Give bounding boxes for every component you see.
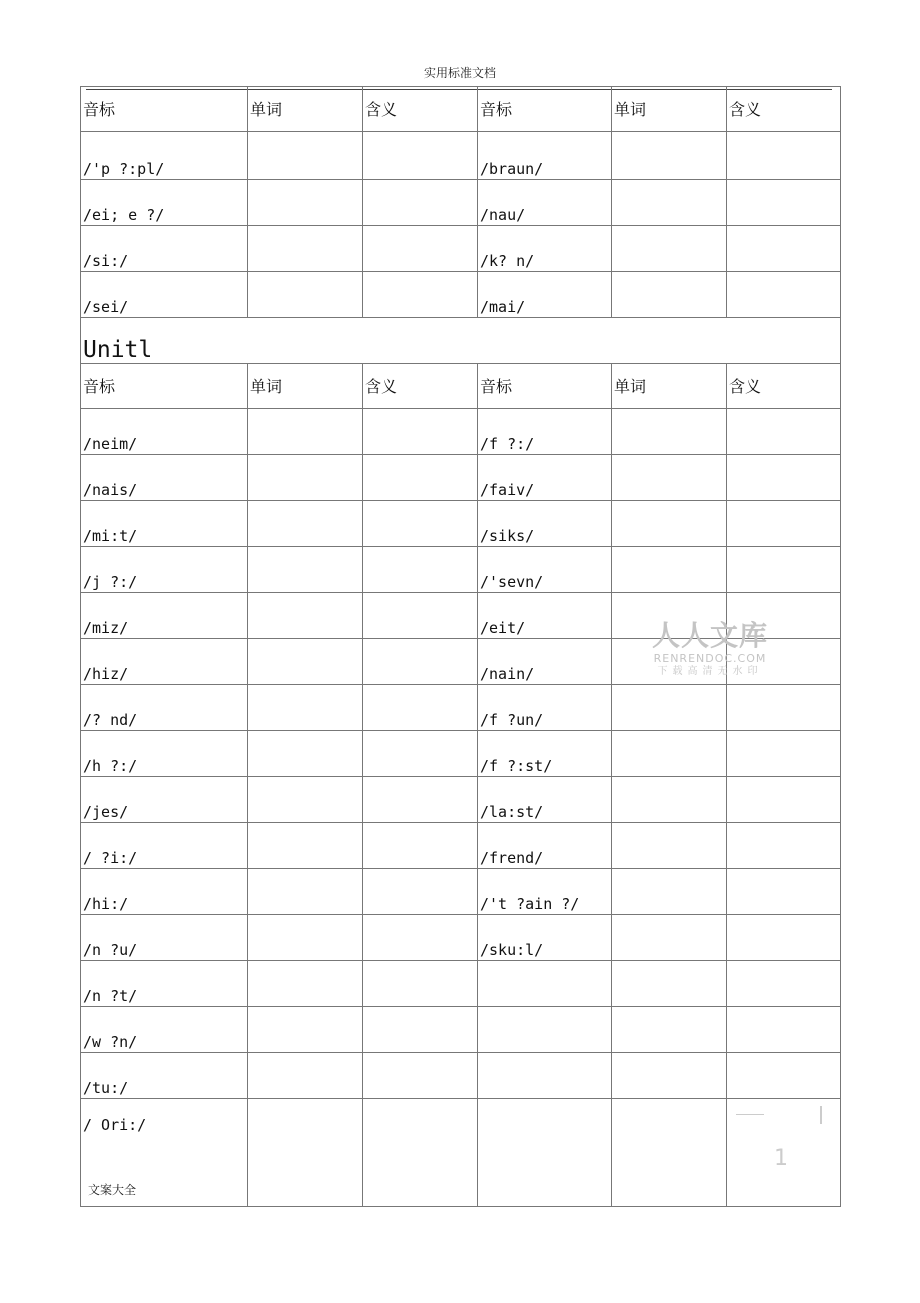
meaning-cell: [727, 685, 841, 731]
meaning-cell: [363, 180, 478, 226]
phonetic-cell: /mai/: [478, 272, 612, 318]
corner-dash: [736, 1114, 764, 1115]
table-row: [81, 501, 841, 547]
column-header: 单词: [612, 364, 727, 409]
table-row: [81, 823, 841, 869]
column-header: 含义: [363, 364, 478, 409]
meaning-cell: [363, 272, 478, 318]
phonetic-cell: [478, 1053, 612, 1099]
meaning-cell: [363, 1099, 478, 1207]
column-header: 含义: [727, 364, 841, 409]
word-cell: [248, 272, 363, 318]
meaning-cell: [727, 777, 841, 823]
table-row: [81, 777, 841, 823]
word-cell: [248, 593, 363, 639]
unit-title: Unitl: [81, 318, 841, 364]
word-cell: [612, 869, 727, 915]
phonetic-cell: /miz/: [81, 593, 248, 639]
meaning-cell: [363, 547, 478, 593]
meaning-cell: [727, 869, 841, 915]
meaning-cell: [363, 685, 478, 731]
phonetic-cell: /f ?un/: [478, 685, 612, 731]
phonetic-cell: /la:st/: [478, 777, 612, 823]
phonetic-cell: /j ?:/: [81, 547, 248, 593]
phonetic-cell: /faiv/: [478, 455, 612, 501]
word-cell: [612, 409, 727, 455]
word-cell: [612, 823, 727, 869]
table-row: [81, 226, 841, 272]
phonetic-cell: /si:/: [81, 226, 248, 272]
phonetic-cell: /braun/: [478, 132, 612, 180]
word-cell: [248, 1053, 363, 1099]
word-cell: [612, 1099, 727, 1207]
meaning-cell: [727, 501, 841, 547]
page-footer-text: 文案大全: [88, 1183, 137, 1197]
meaning-cell: [363, 639, 478, 685]
meaning-cell: [727, 409, 841, 455]
meaning-cell: [727, 823, 841, 869]
word-cell: [248, 132, 363, 180]
table-row: [81, 1053, 841, 1099]
table-row: [81, 915, 841, 961]
phonetic-cell: /f ?:/: [478, 409, 612, 455]
phonetic-cell: /'sevn/: [478, 547, 612, 593]
table-row: [81, 455, 841, 501]
phonetic-cell: /hiz/: [81, 639, 248, 685]
meaning-cell: [727, 731, 841, 777]
meaning-cell: [727, 1053, 841, 1099]
phonetic-cell: /tu:/: [81, 1053, 248, 1099]
word-cell: [248, 501, 363, 547]
phonetic-cell: /n ?t/: [81, 961, 248, 1007]
meaning-cell: [727, 961, 841, 1007]
phonetic-cell: [478, 1007, 612, 1053]
word-cell: [248, 639, 363, 685]
phonetic-cell: /jes/: [81, 777, 248, 823]
word-cell: [248, 1099, 363, 1207]
meaning-cell: [727, 132, 841, 180]
meaning-cell: [727, 547, 841, 593]
word-cell: [612, 226, 727, 272]
corner-mark: 1: [774, 1146, 788, 1171]
phonetic-cell: [478, 961, 612, 1007]
meaning-cell: [363, 132, 478, 180]
meaning-cell: [363, 869, 478, 915]
word-cell: [248, 547, 363, 593]
phonetic-cell: /ei; e ?/: [81, 180, 248, 226]
phonetic-cell: /'p ?:pl/: [81, 132, 248, 180]
table-row: [81, 547, 841, 593]
table-row: [81, 961, 841, 1007]
table-row: [81, 869, 841, 915]
table-row: [81, 685, 841, 731]
meaning-cell: [727, 180, 841, 226]
word-cell: [248, 731, 363, 777]
table-row: [81, 1099, 841, 1207]
meaning-cell: [727, 1007, 841, 1053]
word-cell: [248, 777, 363, 823]
phonetic-cell: /k? n/: [478, 226, 612, 272]
phonetic-cell: / ?i:/: [81, 823, 248, 869]
word-cell: [612, 731, 727, 777]
watermark-cn: 下载高清无水印: [657, 666, 763, 677]
word-cell: [248, 869, 363, 915]
word-cell: [248, 226, 363, 272]
column-header: 含义: [363, 87, 478, 132]
table-row: [81, 132, 841, 180]
column-header: 单词: [612, 87, 727, 132]
meaning-cell: [363, 593, 478, 639]
watermark-main: 人人文库: [651, 619, 768, 652]
phonetic-cell: /sei/: [81, 272, 248, 318]
phonetic-cell: /nais/: [81, 455, 248, 501]
phonetic-cell: /hi:/: [81, 869, 248, 915]
meaning-cell: [363, 823, 478, 869]
word-cell: [612, 777, 727, 823]
word-cell: [248, 409, 363, 455]
word-cell: [248, 915, 363, 961]
meaning-cell: [363, 961, 478, 1007]
meaning-cell: [363, 501, 478, 547]
word-cell: [248, 685, 363, 731]
table-row: [81, 1007, 841, 1053]
word-cell: [612, 501, 727, 547]
word-cell: [612, 1053, 727, 1099]
phonetic-cell: /siks/: [478, 501, 612, 547]
word-cell: [248, 1007, 363, 1053]
phonetic-cell: /frend/: [478, 823, 612, 869]
intro-header-row: [81, 87, 841, 132]
word-cell: [248, 180, 363, 226]
phonetic-cell: /n ?u/: [81, 915, 248, 961]
phonetic-cell: /'t ?ain ?/: [478, 869, 612, 915]
unit-title-row: [81, 318, 841, 364]
meaning-cell: [363, 1053, 478, 1099]
word-cell: [612, 961, 727, 1007]
meaning-cell: [363, 455, 478, 501]
phonetic-cell: / Ori:/: [81, 1099, 248, 1207]
meaning-cell: [363, 777, 478, 823]
phonetic-cell: [478, 1099, 612, 1207]
table-row: [81, 409, 841, 455]
meaning-cell: [363, 409, 478, 455]
word-cell: [612, 272, 727, 318]
word-cell: [248, 455, 363, 501]
watermark-sub: RENRENDOC.COM: [653, 652, 767, 665]
page-header-title: 实用标准文档: [423, 66, 496, 80]
column-header: 单词: [248, 364, 363, 409]
meaning-cell: [727, 915, 841, 961]
table-row: [81, 272, 841, 318]
word-cell: [612, 915, 727, 961]
watermark: [646, 620, 774, 679]
column-header: 音标: [81, 87, 248, 132]
column-header: 含义: [727, 87, 841, 132]
column-header: 音标: [478, 364, 612, 409]
phonetic-cell: /mi:t/: [81, 501, 248, 547]
word-cell: [248, 961, 363, 1007]
table-row: [81, 731, 841, 777]
meaning-cell: [363, 731, 478, 777]
meaning-cell: [727, 226, 841, 272]
word-cell: [248, 823, 363, 869]
meaning-cell: [363, 1007, 478, 1053]
word-cell: [612, 1007, 727, 1053]
meaning-cell: [363, 226, 478, 272]
corner-bar: [820, 1106, 822, 1124]
phonetic-cell: /h ?:/: [81, 731, 248, 777]
word-cell: [612, 180, 727, 226]
phonetic-cell: /sku:l/: [478, 915, 612, 961]
word-cell: [612, 455, 727, 501]
phonetic-cell: /? nd/: [81, 685, 248, 731]
unit-header-row: [81, 364, 841, 409]
phonetic-cell: /nau/: [478, 180, 612, 226]
meaning-cell: [727, 455, 841, 501]
phonetic-cell: /f ?:st/: [478, 731, 612, 777]
word-cell: [612, 685, 727, 731]
phonetic-cell: /nain/: [478, 639, 612, 685]
phonetic-cell: /neim/: [81, 409, 248, 455]
column-header: 单词: [248, 87, 363, 132]
column-header: 音标: [81, 364, 248, 409]
word-cell: [612, 547, 727, 593]
column-header: 音标: [478, 87, 612, 132]
word-cell: [612, 132, 727, 180]
phonetic-cell: /eit/: [478, 593, 612, 639]
meaning-cell: [727, 272, 841, 318]
meaning-cell: [363, 915, 478, 961]
phonetic-cell: /w ?n/: [81, 1007, 248, 1053]
table-row: [81, 180, 841, 226]
